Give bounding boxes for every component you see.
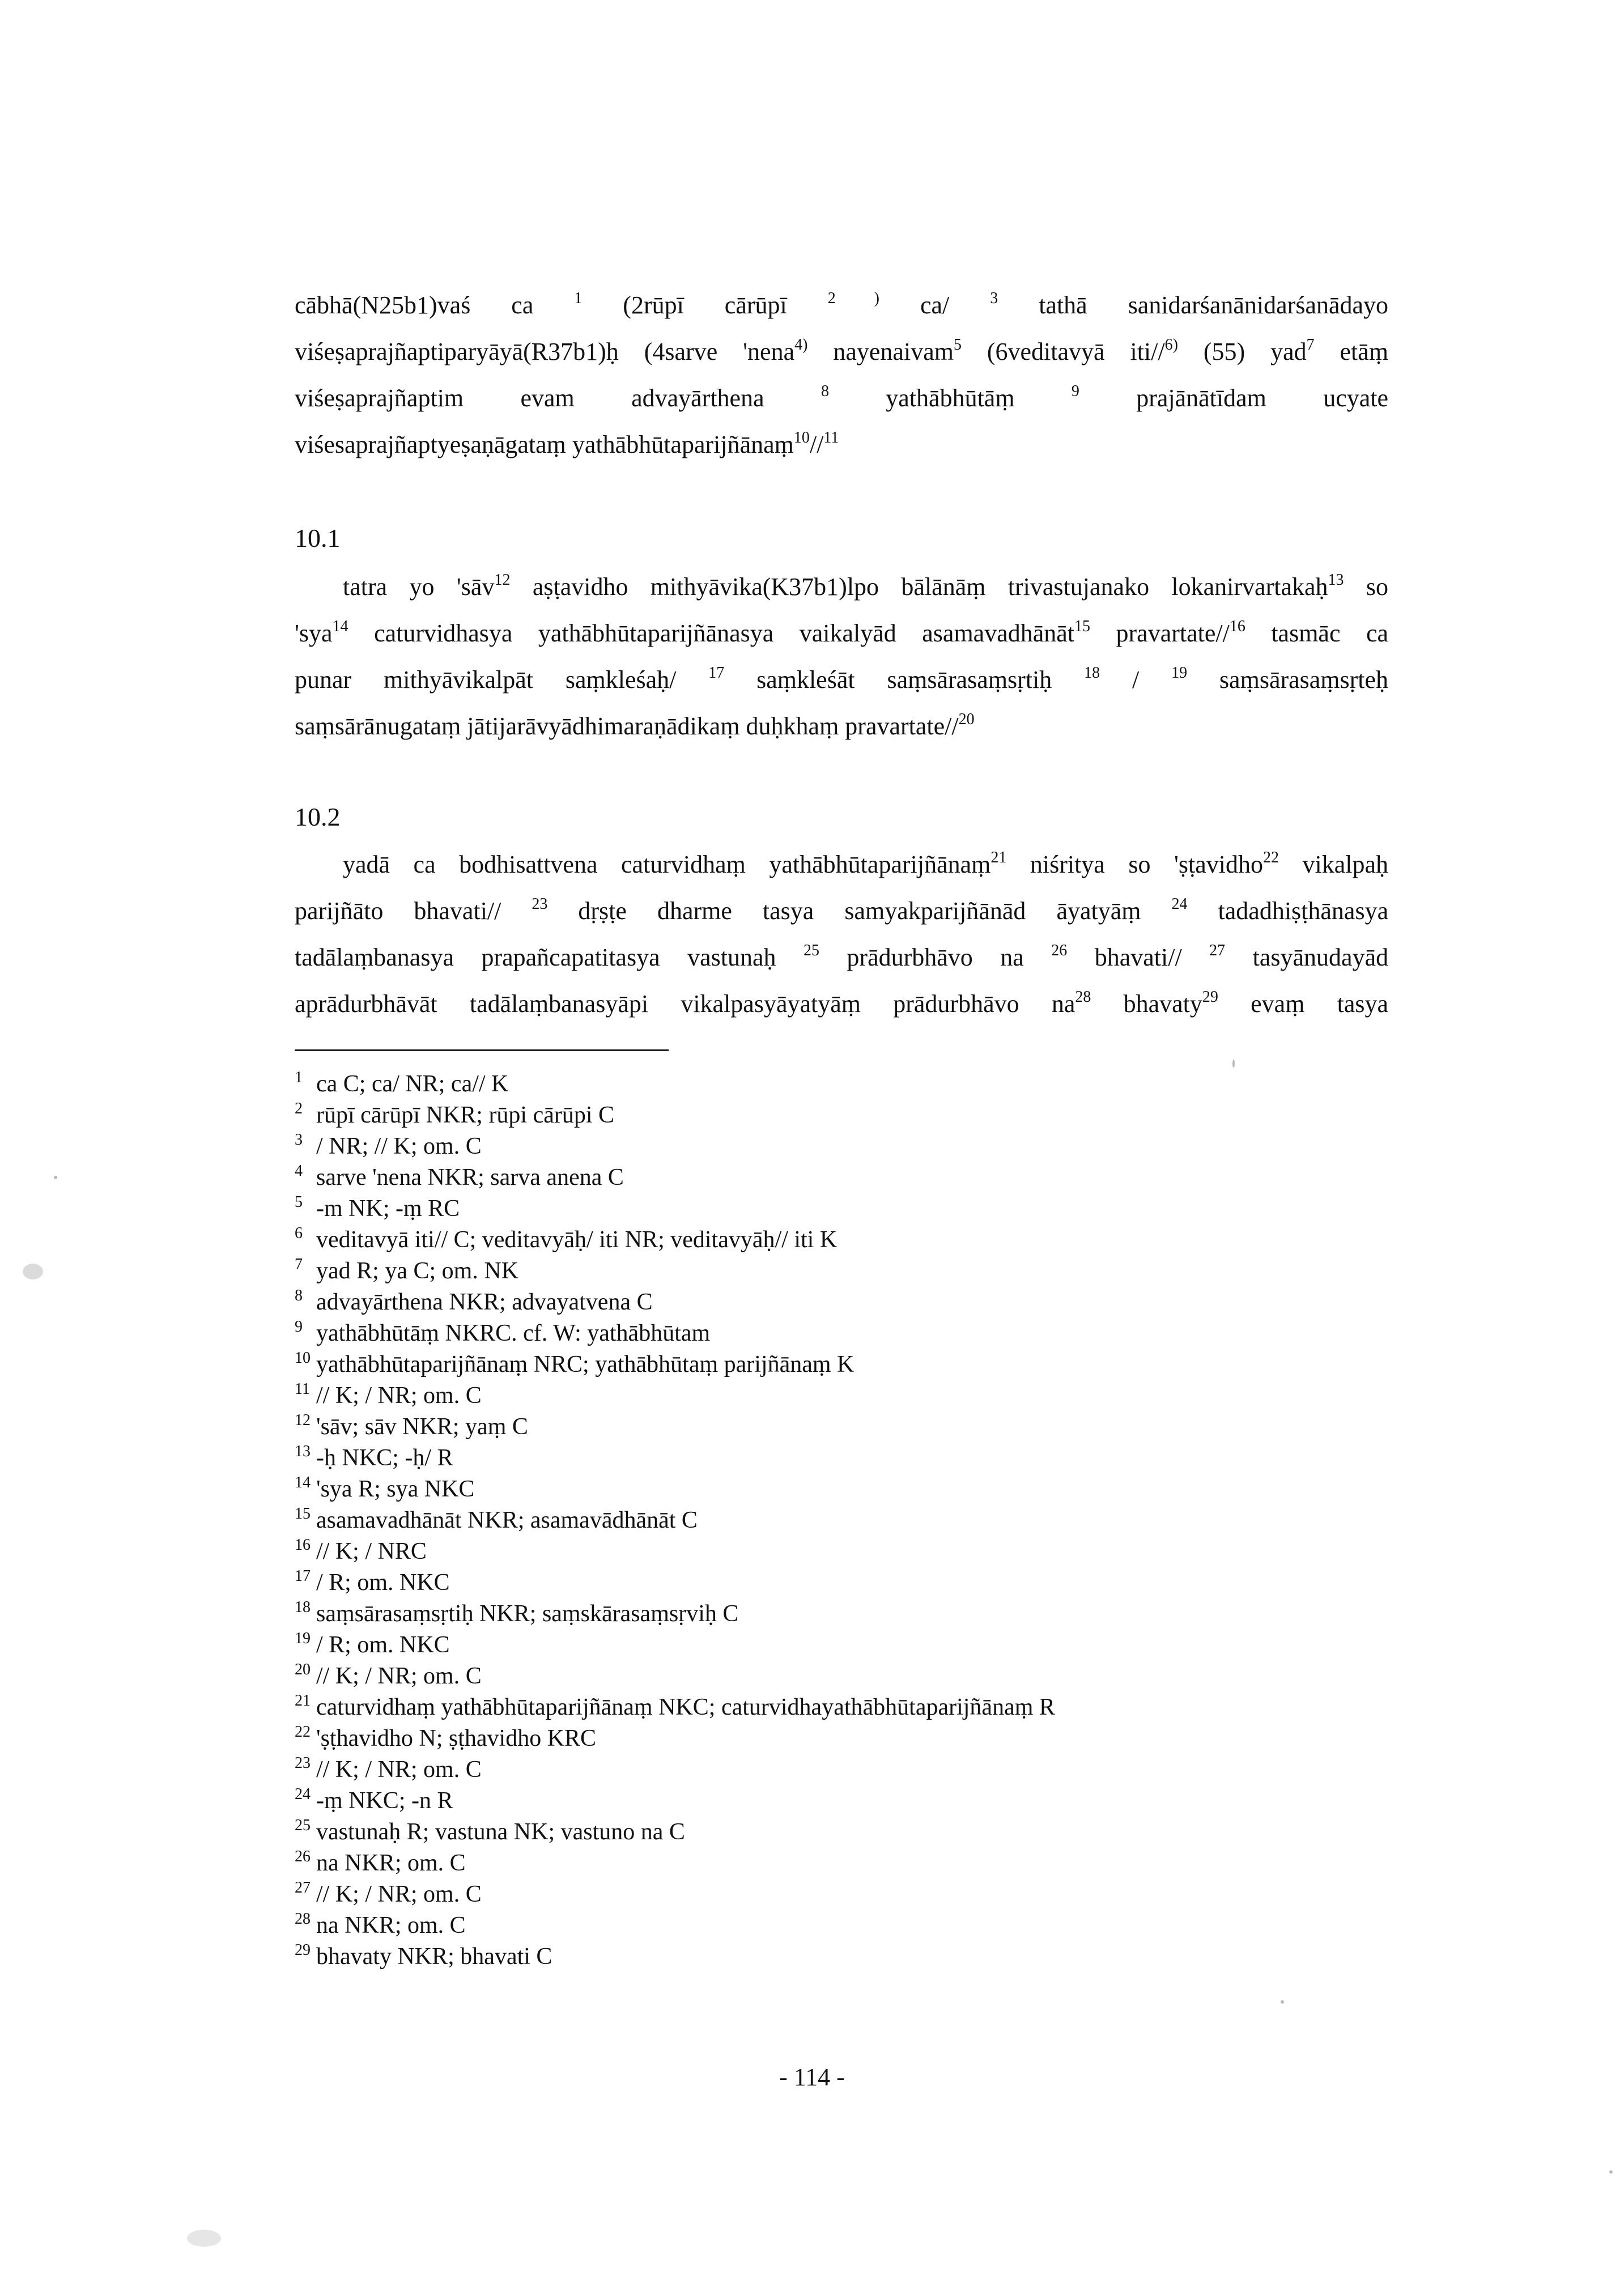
footnote-item: 20 // K; / NR; om. C: [295, 1661, 482, 1689]
footnote-item: 14 'sya R; sya NKC: [295, 1474, 475, 1502]
page-number: - 114 -: [779, 2063, 845, 2091]
footnote-text: saṃsārasaṃsṛtiḥ NKR; saṃskārasaṃsṛviḥ C: [316, 1601, 739, 1627]
footnote-text: / R; om. NKC: [316, 1570, 450, 1596]
footnote-item: 9 yathābhūtāṃ NKRC. cf. W: yathābhūtam: [295, 1318, 711, 1346]
scan-speck: [1281, 2000, 1284, 2004]
text-line: yadā ca bodhisattvena caturvidhaṃ yathābhūtaparijñānaṃ$^{21}$ niśritya so 'ṣṭavidho$^{22}$ vikalpaḥ: [343, 849, 1388, 878]
footnote-item: 17 / R; om. NKC: [295, 1567, 450, 1596]
footnote-text: 'sāv; sāv NKR; yaṃ C: [316, 1414, 528, 1440]
scan-speck: [1232, 1060, 1235, 1068]
footnote-text: yathābhūtāṃ NKRC. cf. W: yathābhūtam: [316, 1320, 711, 1346]
footnote-item: 29 bhavaty NKR; bhavati C: [295, 1941, 552, 1970]
footnote-text: ca C; ca/ NR; ca// K: [316, 1071, 509, 1097]
text-line: viśeṣaprajñaptiparyāyā(R37b1)ḥ (4sarve 'nena$^{4)}$ nayenaivam$^5$ (6veditavyā iti//$^{6)}$ (55) yad$^7$ etāṃ: [295, 336, 1389, 365]
footnote-item: 5 -m NK; -ṃ RC: [295, 1193, 460, 1222]
opening-paragraph: [295, 282, 1388, 468]
footnote-item: 27 // K; / NR; om. C: [295, 1879, 482, 1907]
section-10-2-paragraph: [295, 841, 1388, 1027]
footnote-item: 7 yad R; ya C; om. NK: [295, 1256, 518, 1284]
footnote-text: / R; om. NKC: [316, 1632, 450, 1658]
text-line: aprādurbhāvāt tadālaṃbanasyāpi vikalpasyāyatyāṃ prādurbhāvo $na^{28}$ bhavaty$^{29}$ evaṃ tasya: [295, 988, 1389, 1018]
section-10-1-paragraph: [295, 564, 1388, 750]
footnote-text: yathābhūtaparijñānaṃ NRC; yathābhūtaṃ parijñānaṃ K: [316, 1351, 854, 1377]
footnote-item: 15 asamavadhānāt NKR; asamavādhānāt C: [295, 1505, 698, 1533]
footnote-item: 11 // K; / NR; om. C: [295, 1380, 482, 1409]
footnote-item: 3 / NR; // K; om. C: [295, 1131, 482, 1159]
text-line: viśeṣaprajñaptim evam advayārthena $^8$ yathābhūtāṃ $^9$ prajānātīdam ucyate: [295, 382, 1389, 412]
text-line: 'sya$^{14}$ caturvidhasya yathābhūtaparijñānasya vaikalyād asamavadhānāt$^{15}$ pravartate//$^{16}$ tasmāc ca: [295, 618, 1389, 647]
footnote-text: asamavadhānāt NKR; asamavādhānāt C: [316, 1507, 698, 1533]
footnote-text: -ṃ NKC; -n R: [316, 1788, 453, 1814]
footnote-item: 26 na NKR; om. C: [295, 1848, 466, 1876]
footnote-item: 21 caturvidhaṃ yathābhūtaparijñānaṃ NKC; caturvidhayathābhūtaparijñānaṃ R: [295, 1692, 1055, 1720]
footnote-item: 8 advayārthena NKR; advayatvena C: [295, 1287, 653, 1315]
footnote-item: 28 na NKR; om. C: [295, 1910, 466, 1938]
footnote-text: advayārthena NKR; advayatvena C: [316, 1289, 653, 1315]
footnote-text: bhavaty NKR; bhavati C: [316, 1944, 552, 1970]
scan-speck: [23, 1264, 43, 1279]
text-line: tadālaṃbanasya prapañcapatitasya vastunaḥ $^{25}$ prādurbhāvo na $^{26}$ bhavati// $^{27}$ tasyānudayād: [295, 942, 1389, 971]
section-heading-10-2: 10.2: [295, 802, 341, 831]
footnote-item: 16 // K; / NRC: [295, 1536, 427, 1564]
text-line: cābhā(N25b1)vaś ca $^1$ (2rūpī cārūpī $^{2 )}$ ca/ $^3$ tathā sanidarśanānidarśanādayo: [295, 290, 1389, 319]
text-line: tatra yo 'sāv$^{12}$ aṣṭavidho mithyāvika(K37b1)lpo bālānāṃ trivastujanako lokanirvartakaḥ$^{13}$ so: [343, 571, 1388, 601]
footnote-text: yad R; ya C; om. NK: [316, 1258, 518, 1284]
footnote-text: // K; / NR; om. C: [316, 1383, 482, 1409]
footnote-text: / NR; // K; om. C: [316, 1133, 482, 1159]
footnote-item: 19 / R; om. NKC: [295, 1630, 450, 1658]
footnote-text: veditavyā iti// C; veditavyāḥ/ iti NR; veditavyāḥ// iti K: [316, 1227, 837, 1253]
footnote-text: -m NK; -ṃ RC: [316, 1196, 460, 1222]
section-heading-10-1: 10.1: [295, 524, 341, 552]
footnote-text: na NKR; om. C: [316, 1912, 466, 1938]
footnote-item: 12 'sāv; sāv NKR; yaṃ C: [295, 1411, 528, 1440]
footnote-item: 1 ca C; ca/ NR; ca// K: [295, 1069, 509, 1097]
footnote-item: 18 saṃsārasaṃsṛtiḥ NKR; saṃskārasaṃsṛviḥ C: [295, 1598, 739, 1627]
text-line: viśesaprajñaptyeṣaṇāgataṃ yathābhūtaparijñānaṃ$^{10}$//$^{11}$: [295, 429, 839, 458]
footnote-item: 4 sarve 'nena NKR; sarva anena C: [295, 1162, 624, 1190]
footnote-text: sarve 'nena NKR; sarva anena C: [316, 1164, 624, 1190]
footnote-list: [295, 1069, 1371, 1972]
text-line: parijñāto bhavati// $^{23}$ dṛṣṭe dharme tasya samyakparijñānād āyatyāṃ $^{24}$ tadadhiṣṭhānasya: [295, 895, 1389, 925]
scan-speck: [187, 2230, 221, 2247]
footnote-text: -ḥ NKC; -ḥ/ R: [316, 1445, 453, 1471]
scan-speck: [54, 1176, 57, 1179]
footnote-text: 'sya R; sya NKC: [316, 1476, 475, 1502]
footnote-item: 25 vastunaḥ R; vastuna NK; vastuno na C: [295, 1817, 685, 1845]
footnote-text: // K; / NR; om. C: [316, 1663, 482, 1689]
footnote-text: rūpī cārūpī NKR; rūpi cārūpi C: [316, 1102, 615, 1128]
footnote-item: 13 -ḥ NKC; -ḥ/ R: [295, 1443, 453, 1471]
scan-speck: [1609, 2170, 1613, 2174]
footnote-text: // K; / NR; om. C: [316, 1881, 482, 1907]
footnote-text: // K; / NRC: [316, 1538, 427, 1564]
footnote-separator: [295, 1049, 669, 1051]
footnote-text: caturvidhaṃ yathābhūtaparijñānaṃ NKC; caturvidhayathābhūtaparijñānaṃ R: [316, 1694, 1055, 1720]
footnote-text: na NKR; om. C: [316, 1850, 466, 1876]
footnote-text: 'ṣṭhavidho N; ṣṭhavidho KRC: [316, 1725, 597, 1751]
footnote-item: 10 yathābhūtaparijñānaṃ NRC; yathābhūtaṃ parijñānaṃ K: [295, 1349, 854, 1377]
footnote-text: vastunaḥ R; vastuna NK; vastuno na C: [316, 1819, 685, 1845]
footnote-item: 22 'ṣṭhavidho N; ṣṭhavidho KRC: [295, 1723, 597, 1751]
text-line: saṃsārānugataṃ jātijarāvyādhimaraṇādikaṃ duḥkhaṃ pravartate//$^{20}$: [295, 711, 975, 740]
text-line: punar mithyāvikalpāt saṃkleśaḥ/ $^{17}$ saṃkleśāt saṃsārasaṃsṛtiḥ $^{18}$ / $^{19}$ saṃsārasaṃsṛteḥ: [295, 664, 1389, 694]
footnote-item: 2 rūpī cārūpī NKR; rūpi cārūpi C: [295, 1100, 615, 1128]
footnote-item: 6 veditavyā iti// C; veditavyāḥ/ iti NR; veditavyāḥ// iti K: [295, 1224, 837, 1253]
footnote-text: // K; / NR; om. C: [316, 1757, 482, 1783]
footnote-item: 24 -ṃ NKC; -n R: [295, 1785, 453, 1814]
footnote-item: 23 // K; / NR; om. C: [295, 1754, 482, 1783]
